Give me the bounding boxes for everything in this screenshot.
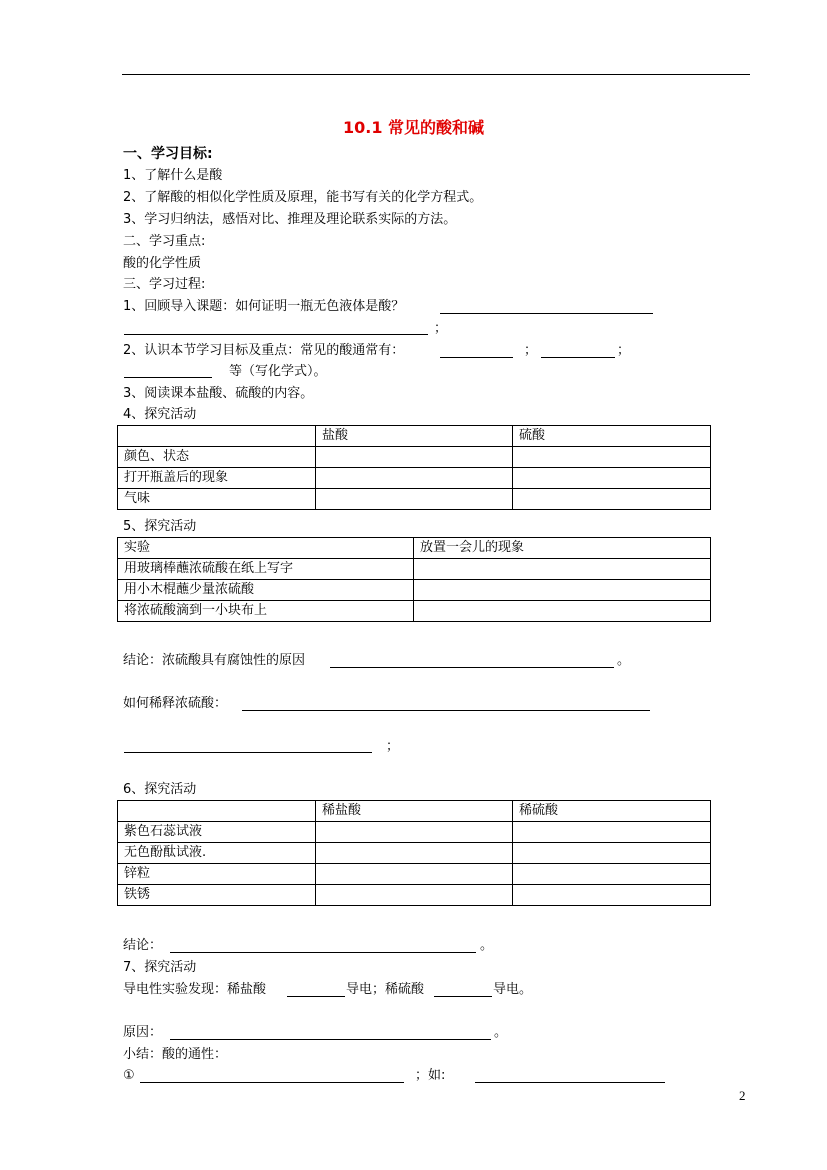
table-row [118,885,711,906]
reason-label: 原因： [123,1025,163,1040]
conclusion2-blank[interactable] [170,952,476,953]
answer-cell[interactable] [513,447,711,468]
row-label: 锌粒 [118,864,316,885]
step2-end: 等（写化学式）。 [229,364,327,379]
table-row [118,822,711,843]
row-label: 紫色石蕊试液 [118,822,316,843]
table-row [118,489,711,510]
table-acid-properties [117,425,711,510]
row-label: 用小木棍蘸少量浓硫酸 [118,580,414,601]
answer-cell[interactable] [513,489,711,510]
reason-end: 。 [494,1025,508,1040]
table-dilute-acid-reactions [117,800,711,906]
row-label: 铁锈 [118,885,316,906]
table-header-cell: 盐酸 [316,426,513,447]
row-label: 将浓硫酸滴到一小块布上 [118,601,414,622]
objective-item-1: 1、了解什么是酸 [123,168,223,183]
table-row [118,580,711,601]
summary-item1-mid: ；如: [415,1068,446,1083]
conclusion1-label: 结论：浓硫酸具有腐蚀性的原因 [123,653,306,668]
step2-blank-3[interactable] [124,377,212,378]
row-label: 颜色、状态 [118,447,316,468]
conclusion2-end: 。 [480,938,494,953]
conductivity-blank-1[interactable] [287,996,345,997]
page-title: 10.1 常见的酸和碱 [342,118,485,137]
table-header-cell [118,426,316,447]
summary-blank-1[interactable] [140,1082,404,1083]
row-label: 打开瓶盖后的现象 [118,468,316,489]
step2-blank-2[interactable] [541,357,615,358]
dilute-blank-a[interactable] [242,710,650,711]
conclusion2-label: 结论： [123,938,163,953]
table-row [118,468,711,489]
table-row [118,843,711,864]
header-rule [122,74,750,75]
row-label: 气味 [118,489,316,510]
conductivity-part2: 导电；稀硫酸 [346,982,425,997]
conclusion1-blank[interactable] [330,667,614,668]
conclusion1-end: 。 [617,653,631,668]
table-row [118,864,711,885]
answer-cell[interactable] [414,601,711,622]
summary-heading: 小结：酸的通性： [123,1047,228,1062]
row-label: 无色酚酞试液. [118,843,316,864]
conductivity-blank-2[interactable] [434,996,492,997]
key-points-heading: 二、学习重点: [123,234,206,249]
answer-cell[interactable] [513,885,711,906]
table-header-cell [118,801,316,822]
table-header-cell: 稀硫酸 [513,801,711,822]
step2-prompt: 2、认识本节学习目标及重点：常见的酸通常有： [123,343,405,358]
answer-cell[interactable] [414,580,711,601]
table-header-row [118,426,711,447]
step2-sep-2: ； [617,343,631,358]
reason-blank[interactable] [170,1039,491,1040]
answer-cell[interactable] [316,864,513,885]
step1-prompt: 1、回顾导入课题：如何证明一瓶无色液体是酸？ [123,299,405,314]
answer-cell[interactable] [316,468,513,489]
objective-item-2: 2、了解酸的相似化学性质及原理，能书写有关的化学方程式。 [123,190,483,205]
answer-cell[interactable] [316,843,513,864]
answer-cell[interactable] [513,822,711,843]
answer-cell[interactable] [513,843,711,864]
process-heading: 三、学习过程: [123,277,206,292]
step5-text: 5、探究活动 [123,519,197,534]
dilute-end: ； [386,739,400,754]
step1-blank-a[interactable] [440,313,653,314]
dilute-label: 如何稀释浓硫酸： [123,696,228,711]
table-sulfuric-experiments [117,537,711,622]
page-number: 2 [739,1088,746,1103]
dilute-blank-b[interactable] [124,752,372,753]
table-row [118,559,711,580]
summary-blank-2[interactable] [475,1082,665,1083]
step2-sep-1: ； [524,343,538,358]
answer-cell[interactable] [316,447,513,468]
step1-end: ； [434,321,448,336]
answer-cell[interactable] [513,468,711,489]
step3-text: 3、阅读课本盐酸、硫酸的内容。 [123,386,314,401]
table-header-cell: 放置一会儿的现象 [414,538,711,559]
answer-cell[interactable] [316,489,513,510]
answer-cell[interactable] [414,559,711,580]
step2-blank-1[interactable] [440,357,513,358]
objective-item-3: 3、学习归纳法，感悟对比、推理及理论联系实际的方法。 [123,212,457,227]
answer-cell[interactable] [316,885,513,906]
key-points-content: 酸的化学性质 [123,256,202,271]
table-header-row [118,801,711,822]
conductivity-part3: 导电。 [493,982,533,997]
step7-text: 7、探究活动 [123,960,197,975]
table-row [118,601,711,622]
objectives-heading: 一、学习目标: [123,146,213,162]
table-row [118,447,711,468]
answer-cell[interactable] [513,864,711,885]
table-header-cell: 实验 [118,538,414,559]
step6-text: 6、探究活动 [123,782,197,797]
table-header-row [118,538,711,559]
conductivity-part1: 导电性实验发现：稀盐酸 [123,982,267,997]
step4-text: 4、探究活动 [123,407,197,422]
summary-item1-marker: ① [123,1068,135,1083]
step1-blank-b[interactable] [124,334,428,335]
answer-cell[interactable] [316,822,513,843]
table-header-cell: 稀盐酸 [316,801,513,822]
table-header-cell: 硫酸 [513,426,711,447]
row-label: 用玻璃棒蘸浓硫酸在纸上写字 [118,559,414,580]
